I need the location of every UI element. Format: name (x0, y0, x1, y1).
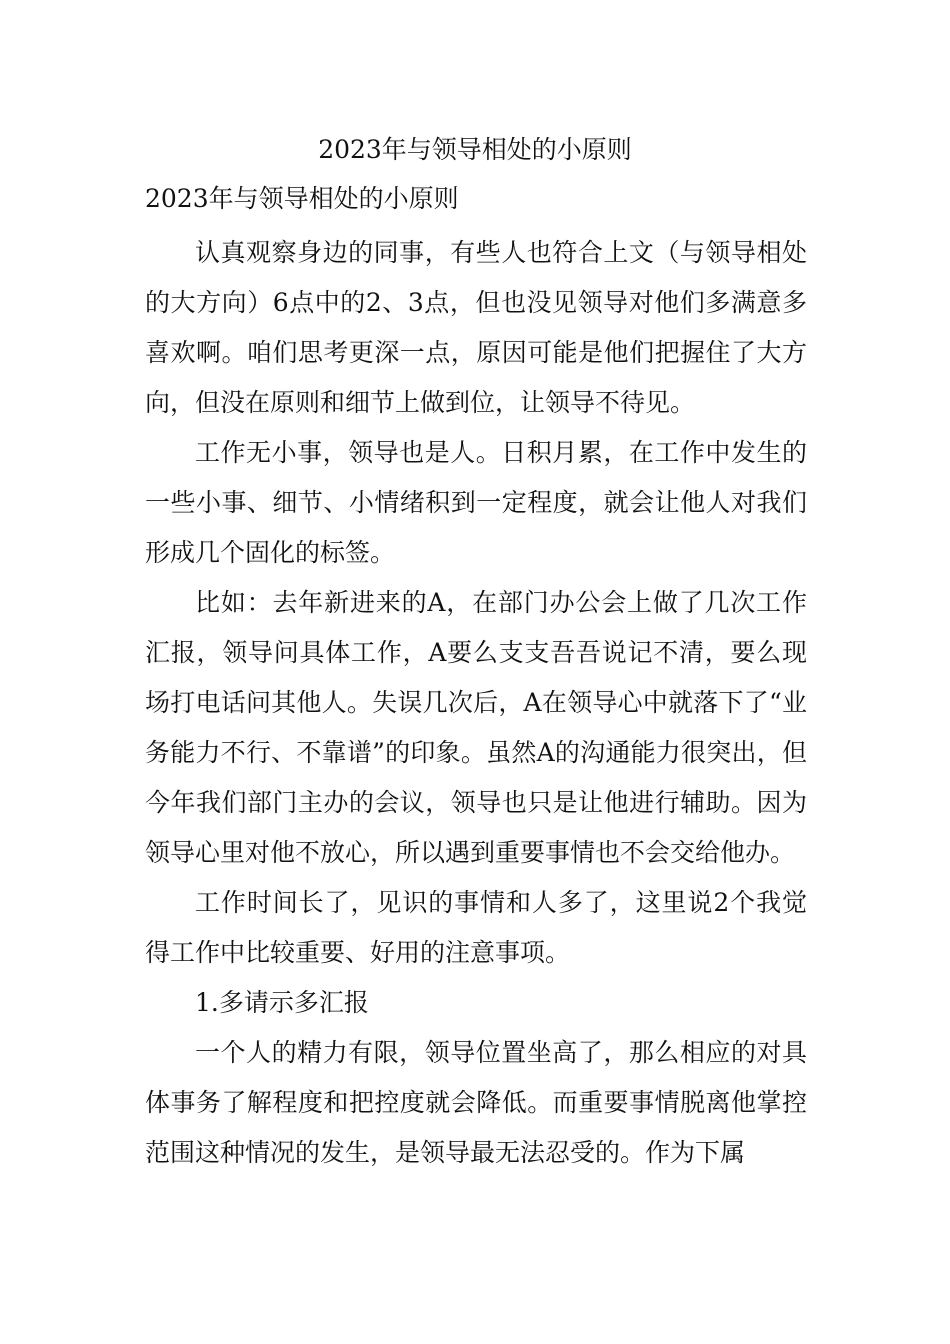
paragraph-two-tips-intro: 工作时间长了，见识的事情和人多了，这里说2个我觉得工作中比较重要、好用的注意事项。 (145, 888, 807, 967)
document-title: 2023年与领导相处的小原则 (318, 135, 632, 164)
paragraph-no-small-matters: 工作无小事，领导也是人。日积月累，在工作中发生的一些小事、细节、小情绪积到一定程度，就会让他人对我们形成几个固化的标签。 (145, 438, 807, 567)
document-subtitle: 2023年与领导相处的小原则 (145, 184, 459, 213)
paragraph-observation: 认真观察身边的同事，有些人也符合上文（与领导相处的大方向）6点中的2、3点，但也没见领导对他们多满意多喜欢啊。咱们思考更深一点，原因可能是他们把握住了大方向，但没在原则和细节上做到位，让领导不待见。 (145, 238, 807, 417)
section-heading-report-often: 1.多请示多汇报 (195, 988, 369, 1017)
paragraph-limited-energy: 一个人的精力有限，领导位置坐高了，那么相应的对具体事务了解程度和把控度就会降低。而重要事情脱离他掌控范围这种情况的发生，是领导最无法忍受的。作为下属 (145, 1038, 807, 1167)
document-body (145, 180, 807, 1178)
paragraph-example-a: 比如：去年新进来的A，在部门办公会上做了几次工作汇报，领导问具体工作，A要么支支吾吾说记不清，要么现场打电话问其他人。失误几次后，A在领导心中就落下了“业务能力不行、不靠谱”的印象。虽然A的沟通能力很突出，但今年我们部门主办的会议，领导也只是让他进行辅助。因为领导心里对他不放心，所以遇到重要事情也不会交给他办。 (145, 588, 807, 867)
